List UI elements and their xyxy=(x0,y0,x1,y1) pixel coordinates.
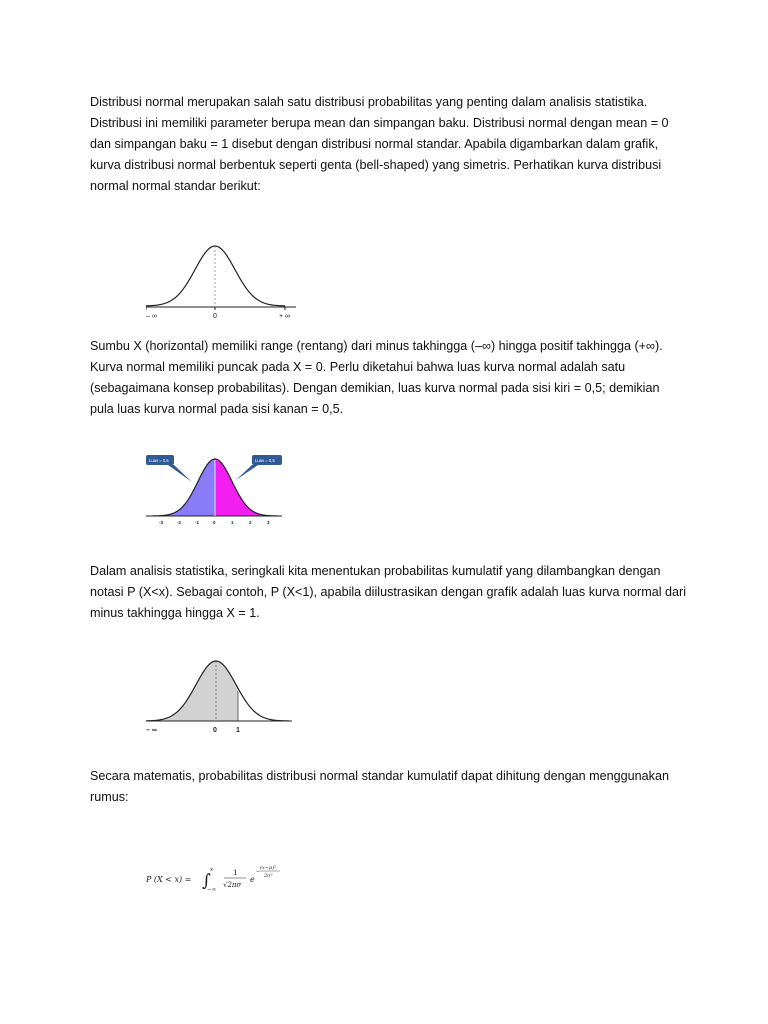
text-line: Dalam analisis statistika, seringkali kita menentukan probabilitas kumulatif yang dilambangkan dengan xyxy=(90,564,661,578)
text-line: dan simpangan baku = 1 disebut dengan distribusi normal standar. Apabila digambarkan dalam grafik, xyxy=(90,137,659,151)
half-area-curve-figure xyxy=(146,450,282,530)
text-line: (sebagaimana konsep probabilitas). Dengan demikian, luas kurva normal pada sisi kiri = 0,5; demikian xyxy=(90,381,660,395)
text-line: Sumbu X (horizontal) memiliki range (rentang) dari minus takhingga (–∞) hingga positif takhingga (+∞). xyxy=(90,339,663,353)
tick-label-plus-infinity: + ∞ xyxy=(279,313,291,320)
text-line: pula luas kurva normal pada sisi kanan = 0,5. xyxy=(90,402,344,416)
fraction-numerator: 1 xyxy=(233,868,238,877)
tick-label: 1 xyxy=(231,520,234,525)
tick-label: -1 xyxy=(195,520,200,525)
tick-label: 3 xyxy=(267,520,270,525)
text-line: Kurva normal memiliki puncak pada X = 0. Perlu diketahui bahwa luas kurva normal adalah satu xyxy=(90,360,626,374)
fraction-denominator: √2πσ xyxy=(223,881,242,889)
tick-label: -2 xyxy=(177,520,182,525)
exp-minus: − xyxy=(256,869,261,875)
paragraph-formula-intro xyxy=(90,766,690,808)
cumulative-area-figure xyxy=(146,655,292,737)
callout-left-label: Luas = 0,5 xyxy=(149,458,169,463)
callout-left-area xyxy=(146,455,192,482)
text-line: minus takhingga hingga X = 1. xyxy=(90,606,260,620)
tick-label-minus-infinity: – ∞ xyxy=(146,313,157,320)
integral-upper-limit: x xyxy=(210,867,214,873)
paragraph-cumulative xyxy=(90,561,690,624)
text-line: Secara matematis, probabilitas distribusi normal standar kumulatif dapat dihitung dengan menggunakan xyxy=(90,769,669,783)
paragraph-axis-range xyxy=(90,336,690,420)
callout-right-label: Luas = 0,5 xyxy=(255,458,275,463)
tick-labels xyxy=(159,520,270,525)
normal-curve-figure xyxy=(146,240,296,322)
tick-label-zero: 0 xyxy=(213,313,217,320)
bell-curve xyxy=(146,246,285,306)
formula-lhs: P (X < x) = xyxy=(146,875,192,884)
text-line: rumus: xyxy=(90,790,129,804)
tick-label: 2 xyxy=(249,520,252,525)
text-line: notasi P (X<x). Sebagai contoh, P (X<1), apabila diilustrasikan dengan grafik adalah luas kurva normal dari xyxy=(90,585,686,599)
tick-label: -3 xyxy=(159,520,164,525)
tick-label-zero: 0 xyxy=(213,727,217,734)
text-line: Distribusi normal merupakan salah satu distribusi probabilitas yang penting dalam analisis statistika. xyxy=(90,95,648,109)
integral-lower-limit: −∞ xyxy=(207,887,217,893)
exp-base: e xyxy=(250,875,255,884)
paragraph-intro xyxy=(90,92,690,197)
text-line: Distribusi ini memiliki parameter berupa mean dan simpangan baku. Distribusi normal dengan mean = 0 xyxy=(90,116,669,130)
tick-label-minus-infinity: – ∞ xyxy=(146,727,157,734)
tick-label-one: 1 xyxy=(236,727,240,734)
cdf-formula xyxy=(146,860,316,900)
text-line: normal normal standar berikut: xyxy=(90,179,261,193)
exp-denominator: 2σ² xyxy=(264,873,273,879)
tick-label: 0 xyxy=(213,520,216,525)
text-line: kurva distribusi normal berbentuk seperti genta (bell-shaped) yang simetris. Perhatikan kurva distribusi xyxy=(90,158,662,172)
exp-numerator: (x−μ)² xyxy=(260,865,277,871)
callout-right-area xyxy=(236,455,282,480)
integral-sign: ∫ xyxy=(202,871,211,891)
